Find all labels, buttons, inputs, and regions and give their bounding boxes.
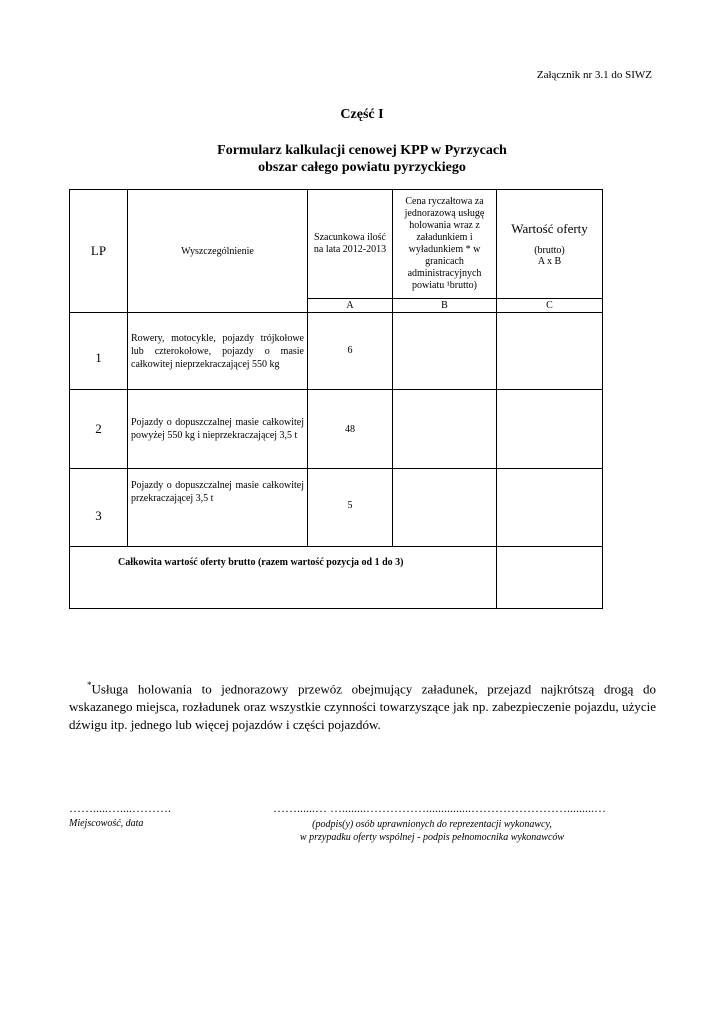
total-value-cell[interactable]: [497, 547, 603, 609]
footnote: [69, 676, 656, 734]
form-title: [0, 142, 724, 176]
row-value-cell[interactable]: [497, 469, 603, 547]
footnote-text: Usługa holowania to jednorazowy przewóz obejmujący załadunek, przejazd najkrótszą drogą do wskazanego miejsca, rozładunek oraz wszystkie czynności towarzyszące jak np. zabezpieczenie pojazdu, użycie dźwigu itp. jednego lub więcej pojazdów i części pojazdów.: [69, 681, 656, 733]
row-lp: 3: [70, 469, 128, 547]
header-qty: Szacunkowa ilość na lata 2012-2013: [308, 190, 393, 299]
row-value-cell[interactable]: [497, 313, 603, 390]
place-date-caption: Miejscowość, data: [69, 818, 144, 829]
row-price-cell[interactable]: [393, 313, 497, 390]
form-title-line1: Formularz kalkulacji cenowej KPP w Pyrzycach: [217, 143, 507, 158]
row-qty: 6: [308, 313, 393, 390]
signature-caption-line1: (podpis(y) osób uprawnionych do reprezentacji wykonawcy,: [312, 819, 552, 830]
header-price: Cena ryczałtowa za jednorazową usługę holowania wraz z załadunkiem i wyładunkiem * w granicach administracyjnych powiatu ¹brutto): [393, 190, 497, 299]
row-lp: 2: [70, 390, 128, 469]
column-letter-b: B: [393, 299, 497, 313]
footnote-star: *: [87, 680, 92, 690]
total-label: Całkowita wartość oferty brutto (razem wartość pozycja od 1 do 3): [70, 547, 497, 609]
row-lp: 1: [70, 313, 128, 390]
column-letter-c: C: [497, 299, 603, 313]
signature-caption: [282, 818, 582, 844]
row-qty: 5: [308, 469, 393, 547]
table-row: [70, 469, 603, 547]
header-value-sub2: A x B: [537, 256, 562, 267]
row-price-cell[interactable]: [393, 469, 497, 547]
signature-caption-line2: w przypadku oferty wspólnej - podpis pełnomocnika wykonawców: [299, 832, 565, 843]
row-qty: 48: [308, 390, 393, 469]
header-value-title: Wartość oferty: [511, 221, 588, 236]
column-letter-a: A: [308, 299, 393, 313]
table-row: [70, 313, 603, 390]
header-value: [497, 190, 603, 299]
calculation-table: [69, 189, 603, 609]
table-header-row: [70, 190, 603, 299]
row-description: Pojazdy o dopuszczalnej masie całkowitej powyżej 550 kg i nieprzekraczającej 3,5 t: [128, 390, 308, 469]
place-date-line: …….....…....……….: [69, 801, 171, 815]
part-heading: Część I: [340, 107, 384, 122]
signature-line: ……......… …........……………...............…………………….........…: [273, 801, 606, 815]
table-row: [70, 390, 603, 469]
table-total-row: [70, 547, 603, 609]
header-value-sub1: (brutto): [534, 245, 565, 256]
row-value-cell[interactable]: [497, 390, 603, 469]
row-price-cell[interactable]: [393, 390, 497, 469]
header-lp: LP: [70, 190, 128, 313]
form-title-line2: obszar całego powiatu pyrzyckiego: [258, 160, 466, 175]
annex-label: Załącznik nr 3.1 do SIWZ: [536, 69, 652, 81]
row-description: Rowery, motocykle, pojazdy trójkołowe lub czterokołowe, pojazdy o masie całkowitej nieprzekraczającej 550 kg: [128, 313, 308, 390]
row-description: Pojazdy o dopuszczalnej masie całkowitej przekraczającej 3,5 t: [128, 469, 308, 547]
header-item: Wyszczególnienie: [128, 190, 308, 313]
